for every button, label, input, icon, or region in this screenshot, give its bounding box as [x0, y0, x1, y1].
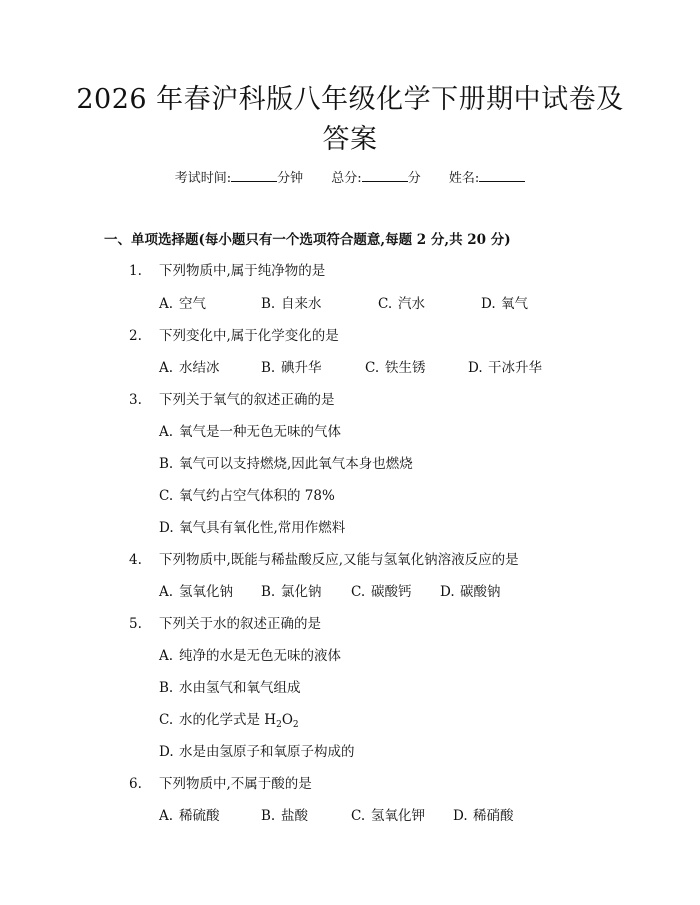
score-field — [331, 168, 420, 189]
question-4 — [129, 550, 519, 570]
question-3 — [129, 390, 335, 410]
score-label: 总分: — [331, 171, 362, 186]
option-a: A. 水结冰 — [159, 360, 220, 376]
question-1 — [129, 261, 325, 281]
question-5-option-b: B. 水由氢气和氧气组成 — [159, 680, 301, 696]
option-c: C. 氢氧化钾 — [351, 808, 425, 824]
question-text: 下列物质中,既能与稀盐酸反应,又能与氢氧化钠溶液反应的是 — [159, 552, 519, 568]
question-1-options — [159, 294, 528, 314]
question-number: 1. — [129, 263, 142, 279]
question-6-options — [159, 806, 514, 826]
question-number: 3. — [129, 392, 142, 408]
question-3-option-b: B. 氧气可以支持燃烧,因此氧气本身也燃烧 — [159, 456, 413, 472]
question-2-options — [159, 358, 542, 378]
question-text: 下列物质中,属于纯净物的是 — [159, 263, 326, 279]
question-number: 2. — [129, 328, 142, 344]
option-d: D. 氧气 — [481, 296, 528, 312]
question-text: 下列关于水的叙述正确的是 — [159, 616, 321, 632]
question-6 — [129, 774, 312, 794]
question-5-option-c: C. 水的化学式是 $H_2O_2$ — [159, 712, 299, 730]
option-a: A. 稀硫酸 — [159, 808, 220, 824]
section-heading: 一、单项选择题(每小题只有一个选项符合题意,每题 2 分,共 20 分) — [104, 232, 511, 248]
option-a: A. 空气 — [159, 296, 206, 312]
option-b: B. 盐酸 — [261, 808, 308, 824]
title-line-2: 答案 — [322, 124, 378, 155]
name-label: 姓名: — [448, 171, 480, 186]
question-5-option-d: D. 水是由氢原子和氧原子构成的 — [159, 744, 355, 760]
title-line-1: 2026 年春沪科版八年级化学下册期中试卷及 — [76, 84, 624, 115]
question-5 — [129, 614, 321, 634]
question-number: 6. — [129, 776, 142, 792]
name-blank — [479, 168, 525, 182]
name-field — [449, 168, 525, 189]
question-5-option-a: A. 纯净的水是无色无味的液体 — [159, 648, 341, 664]
time-unit: 分钟 — [277, 171, 304, 186]
option-b: B. 氯化钠 — [261, 584, 322, 600]
exam-title — [60, 80, 640, 160]
question-3-option-d: D. 氧气具有氧化性,常用作燃料 — [159, 520, 346, 536]
question-text: 下列关于氧气的叙述正确的是 — [159, 392, 335, 408]
score-blank — [362, 168, 408, 182]
score-unit: 分 — [407, 171, 421, 186]
time-field — [175, 168, 303, 189]
option-c: C. 汽水 — [378, 296, 425, 312]
option-a: A. 氢氧化钠 — [159, 584, 233, 600]
option-c: C. 碳酸钙 — [351, 584, 412, 600]
time-label: 考试时间: — [174, 171, 232, 186]
question-3-option-a: A. 氧气是一种无色无味的气体 — [159, 424, 341, 440]
question-text: 下列物质中,不属于酸的是 — [159, 776, 312, 792]
exam-meta — [0, 168, 700, 189]
question-3-option-c: C. 氧气约占空气体积的 78% — [159, 488, 335, 504]
option-d: D. 干冰升华 — [468, 360, 542, 376]
option-b: B. 碘升华 — [261, 360, 322, 376]
question-number: 5. — [129, 616, 142, 632]
question-4-options — [159, 582, 501, 602]
option-d: D. 碳酸钠 — [440, 584, 501, 600]
question-text: 下列变化中,属于化学变化的是 — [159, 328, 339, 344]
question-2 — [129, 326, 339, 346]
time-blank — [231, 168, 277, 182]
option-d: D. 稀硝酸 — [453, 808, 514, 824]
option-b: B. 自来水 — [261, 296, 322, 312]
question-number: 4. — [129, 552, 142, 568]
option-c: C. 铁生锈 — [365, 360, 426, 376]
